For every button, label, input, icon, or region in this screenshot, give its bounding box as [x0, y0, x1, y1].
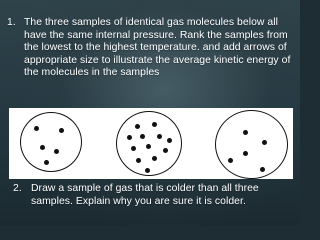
question-2-number: 2.	[13, 183, 22, 194]
gas-molecule	[163, 148, 168, 153]
gas-molecule	[34, 126, 39, 131]
question-1	[7, 17, 297, 80]
gas-molecule	[152, 122, 157, 127]
gas-molecule	[152, 156, 157, 161]
gas-molecule	[243, 151, 248, 156]
gas-molecule	[40, 145, 45, 150]
gas-molecule	[145, 168, 150, 173]
gas-sample-2	[116, 111, 182, 176]
gas-molecule	[135, 124, 140, 129]
gas-molecule	[140, 134, 145, 139]
gas-molecule	[157, 134, 162, 139]
gas-molecule	[127, 135, 132, 140]
gas-molecule	[228, 158, 233, 163]
gas-molecule	[44, 160, 49, 165]
gas-molecule	[243, 130, 248, 135]
gas-sample-1	[20, 112, 82, 172]
gas-molecule	[146, 144, 151, 149]
question-1-text: The three samples of identical gas molecules below all have the same internal pressure. Rank the samples from the lowest to the highest temperature. and add arrows of appropriate size to illustrate the average kinetic energy of the molecules in the samples	[24, 17, 291, 79]
gas-molecule	[131, 146, 136, 151]
gas-molecule	[54, 149, 59, 154]
gas-molecule	[262, 140, 267, 145]
gas-molecule	[260, 167, 265, 172]
gas-molecule	[59, 128, 64, 133]
gas-molecule	[167, 138, 172, 143]
question-2-text: Draw a sample of gas that is colder than all three samples. Explain why you are sure it is colder.	[31, 183, 259, 207]
question-2	[13, 183, 293, 208]
gas-sample-3	[215, 110, 288, 179]
gas-molecule	[136, 158, 141, 163]
question-1-number: 1.	[7, 17, 16, 28]
gas-samples-panel	[9, 108, 293, 179]
